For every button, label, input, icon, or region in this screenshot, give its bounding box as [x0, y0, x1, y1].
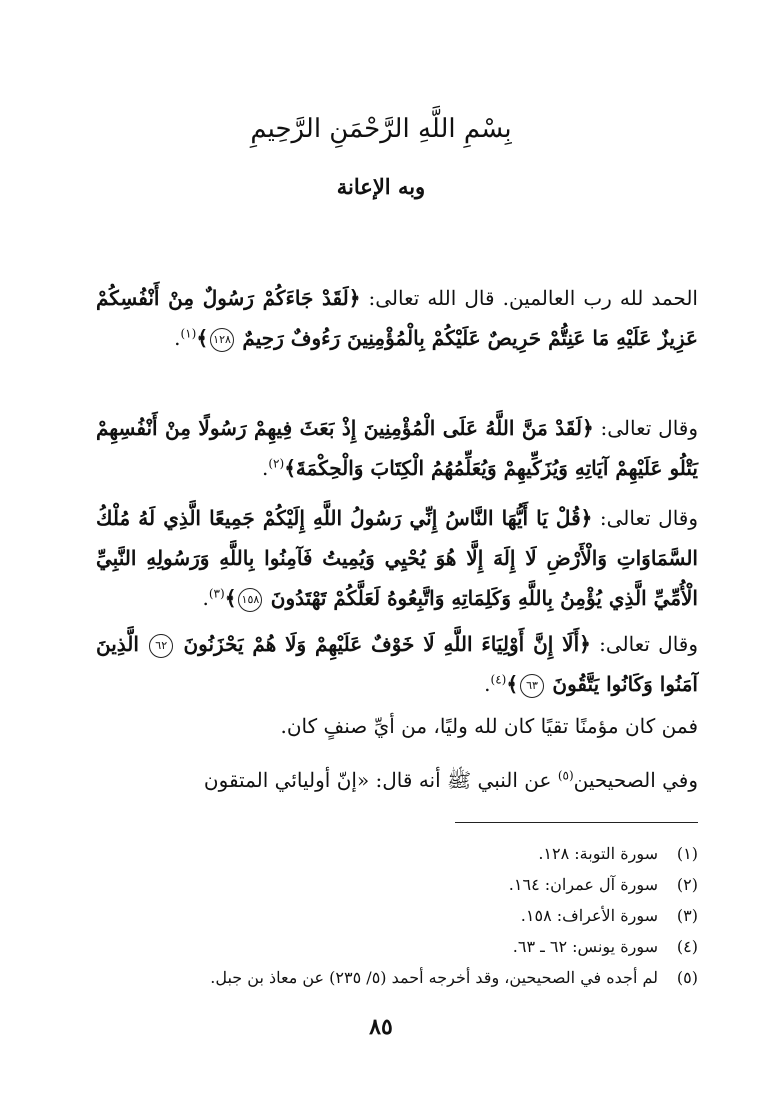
quran-verse-araf: قُلْ يَا أَيُّهَا النَّاسُ إِنِّي رَسُولُ اللَّهِ إِلَيْكُمْ جَمِيعًا الَّذِي لَهُ مُلْكُ السَّمَاوَاتِ وَالْأَرْضِ لَا إِلَهَ إِلَّا هُوَ يُحْيِي وَيُمِيتُ فَآمِنُوا بِاللَّهِ وَرَسُولِهِ النَّبِيِّ الْأُمِّيِّ الَّذِي يُؤْمِنُ بِاللَّهِ وَكَلِمَاتِهِ وَاتَّبِعُوهُ لَعَلَّكُمْ تَهْتَدُونَ — [96, 506, 698, 610]
footnote-divider — [455, 822, 698, 823]
footnote-text: سورة الأعراف: ١٥٨. — [520, 906, 658, 925]
paragraph-6-text-a: وفي الصحيحين — [573, 768, 698, 792]
page-number: ٨٥ — [369, 1014, 393, 1040]
close-quran-bracket: ﴾ — [196, 326, 209, 350]
footnote-ref-4[interactable]: (٤) — [490, 672, 507, 687]
paragraph-4: وقال تعالى: ﴿أَلَا إِنَّ أَوْلِيَاءَ اللَّهِ لَا خَوْفٌ عَلَيْهِمْ وَلَا هُمْ يَحْزَنُونَ ٦٢ الَّذِينَ آمَنُوا وَكَانُوا يَتَّقُونَ ٦٣﴾$^{(٤)}$. — [96, 632, 699, 696]
page-title: وبه الإعانة — [336, 174, 426, 199]
footnote-text: سورة التوبة: ١٢٨. — [538, 844, 658, 863]
paragraph-6-text-b: عن النبي ﷺ أنه قال: «إنّ أوليائي المتقون — [203, 768, 552, 792]
quran-verse-yunus-62: أَلَا إِنَّ أَوْلِيَاءَ اللَّهِ لَا خَوْفٌ عَلَيْهِمْ وَلَا هُمْ يَحْزَنُونَ — [183, 632, 580, 656]
paragraph-1: الحمد لله رب العالمين. قال الله تعالى: ﴿لَقَدْ جَاءَكُمْ رَسُولٌ مِنْ أَنْفُسِكُمْ عَزِيزٌ عَلَيْهِ مَا عَنِتُّمْ حَرِيصٌ عَلَيْكُمْ بِالْمُؤْمِنِينَ رَءُوفٌ رَحِيمٌ ١٢٨﴾$^{(١)}$. — [96, 286, 698, 350]
open-quran-bracket: ﴿ — [580, 506, 593, 530]
footnote-ref-3[interactable]: (٣) — [208, 586, 225, 601]
footnote-text: لم أجده في الصحيحين، وقد أخرجه أحمد (٥/ ٢٣٥) عن معاذ بن جبل. — [210, 968, 658, 987]
paragraph-3: وقال تعالى: ﴿قُلْ يَا أَيُّهَا النَّاسُ إِنِّي رَسُولُ اللَّهِ إِلَيْكُمْ جَمِيعًا الَّذِي لَهُ مُلْكُ السَّمَاوَاتِ وَالْأَرْضِ لَا إِلَهَ إِلَّا هُوَ يُحْيِي وَيُمِيتُ فَآمِنُوا بِاللَّهِ وَرَسُولِهِ النَّبِيِّ الْأُمِّيِّ الَّذِي يُؤْمِنُ بِاللَّهِ وَكَلِمَاتِهِ وَاتَّبِعُوهُ لَعَلَّكُمْ تَهْتَدُونَ ١٥٨﴾$^{(٣)}$. — [96, 506, 699, 610]
footnote-number: (٥) — [676, 968, 698, 987]
verse-number-marker: ٦٣ — [520, 674, 544, 698]
footnote-ref-1[interactable]: (١) — [180, 326, 197, 341]
close-quran-bracket: ﴾ — [284, 456, 296, 480]
close-quran-bracket: ﴾ — [224, 586, 237, 610]
footnotes-list — [100, 838, 698, 993]
footnote-ref-5[interactable]: (٥) — [557, 768, 574, 783]
paragraph-3-intro: وقال تعالى: — [599, 506, 699, 530]
footnote-number: (٤) — [676, 937, 698, 956]
open-quran-bracket: ﴿ — [581, 416, 594, 440]
basmala-heading: بِسْمِ اللَّهِ الرَّحْمَنِ الرَّحِيمِ — [250, 114, 512, 144]
verse-number-marker: ١٥٨ — [238, 588, 262, 612]
paragraph-4-intro: وقال تعالى: — [599, 632, 699, 656]
footnote-item — [100, 931, 698, 962]
footnote-item — [100, 838, 698, 869]
quran-verse-al-imran: لَقَدْ مَنَّ اللَّهُ عَلَى الْمُؤْمِنِينَ إِذْ بَعَثَ فِيهِمْ رَسُولًا مِنْ أَنْفُسِهِمْ يَتْلُو عَلَيْهِمْ آيَاتِهِ وَيُزَكِّيهِمْ وَيُعَلِّمُهُمُ الْكِتَابَ وَالْحِكْمَةَ — [96, 416, 698, 480]
paragraph-2-intro: وقال تعالى: — [600, 416, 699, 440]
paragraph-2: وقال تعالى: ﴿لَقَدْ مَنَّ اللَّهُ عَلَى الْمُؤْمِنِينَ إِذْ بَعَثَ فِيهِمْ رَسُولًا مِنْ أَنْفُسِهِمْ يَتْلُو عَلَيْهِمْ آيَاتِهِ وَيُزَكِّيهِمْ وَيُعَلِّمُهُمُ الْكِتَابَ وَالْحِكْمَةَ﴾$^{(٢)}$. — [96, 416, 699, 480]
footnote-item — [100, 900, 698, 931]
paragraph-5: فمن كان مؤمنًا تقيًا كان لله وليًا، من أيِّ صنفٍ كان. — [280, 714, 698, 738]
verse-number-marker: ٦٢ — [149, 634, 173, 658]
footnote-number: (٣) — [676, 906, 698, 925]
footnote-number: (٢) — [676, 875, 698, 894]
open-quran-bracket: ﴿ — [348, 286, 361, 310]
open-quran-bracket: ﴿ — [579, 632, 591, 656]
verse-number-marker: ١٢٨ — [210, 328, 234, 352]
footnote-number: (١) — [676, 844, 698, 863]
footnote-text: سورة آل عمران: ١٦٤. — [508, 875, 658, 894]
close-quran-bracket: ﴾ — [506, 672, 519, 696]
footnote-item — [100, 962, 698, 993]
footnote-text: سورة يونس: ٦٢ ـ ٦٣. — [512, 937, 658, 956]
footnote-ref-2[interactable]: (٢) — [268, 456, 285, 471]
paragraph-1-intro: الحمد لله رب العالمين. قال الله تعالى: — [368, 286, 698, 310]
footnote-item — [100, 869, 698, 900]
paragraph-6 — [96, 762, 698, 798]
quran-verse-yunus-63: الَّذِينَ آمَنُوا وَكَانُوا يَتَّقُونَ — [96, 632, 698, 696]
quran-verse-tawbah: لَقَدْ جَاءَكُمْ رَسُولٌ مِنْ أَنْفُسِكُمْ عَزِيزٌ عَلَيْهِ مَا عَنِتُّمْ حَرِيصٌ عَلَيْكُمْ بِالْمُؤْمِنِينَ رَءُوفٌ رَحِيمٌ — [96, 286, 698, 350]
